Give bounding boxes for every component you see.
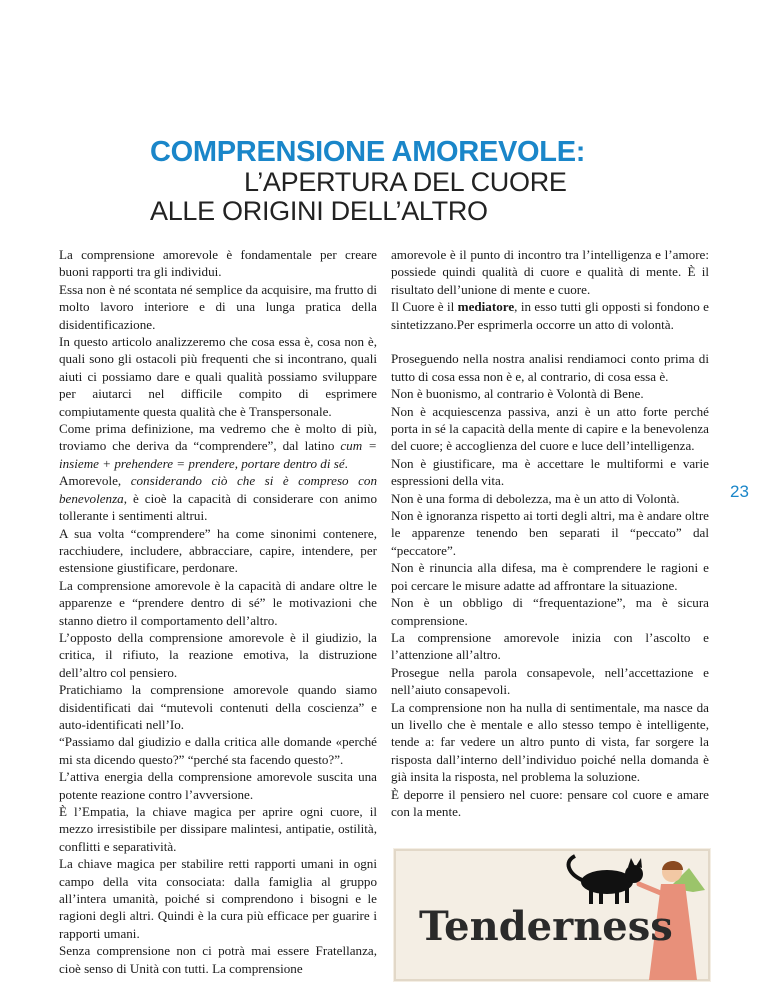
paragraph: Essa non è né scontata né semplice da acquisire, ma frutto di molto lavoro interiore e di una lunga pratica della disidentificazione.	[59, 281, 377, 332]
paragraph: La comprensione non ha nulla di sentimentale, ma nasce da un livello che è mentale e allo stesso tempo è intelligente, tende a: far vedere un altro punto di vista, far sorgere la risposta dall’interno dell’individuo poiché nella domanda è già insita la risposta, nel problema la soluzione.	[391, 699, 709, 785]
angel-hair	[662, 861, 683, 870]
paragraph: Non è rinuncia alla difesa, ma è comprendere le ragioni e poi cercare le misure adatte ad affrontare la situazione.	[391, 560, 709, 593]
paragraph: La chiave magica per stabilire retti rapporti umani in ogni campo della vita consociata: dalla famiglia al gruppo all’intera umanità, poiché si comprendono i bisogni e le ragioni degli altri. Quindi è la cura più efficace per guarire i rapporti umani.	[59, 856, 377, 941]
italic-phrase: considerando ciò che si è compreso con benevolenza	[59, 473, 378, 506]
paragraph: In questo articolo analizzeremo che cosa essa è, cosa non è, quali sono gli ostacoli più frequenti che si incontrano, quali aiuti ci possiamo dare e quali qualità possiamo sviluppare per aiutarci nel difficile compito di esprimere compiutamente questa qualità che è Transpersonale.	[59, 334, 377, 419]
text-run: , è cioè la capacità di considerare con animo tollerante i sentimenti altrui.	[59, 490, 377, 524]
paragraph-spacer	[391, 333, 709, 350]
paragraph: Non è un obbligo di “frequentazione”, ma è sicura comprensione.	[391, 595, 709, 628]
angel-arm	[639, 884, 663, 894]
paragraph: Non è acquiescenza passiva, anzi è un atto forte perché porta in sé la capacità della mente di capire e la benevolenza del cuore; è accoglienza del cuore e luce dell’intelligenza.	[391, 403, 709, 454]
cat-icon	[569, 856, 643, 904]
text-run: , in esso tutti gli opposti si fondono e sintetizzano.Per esprimerla occorre un atto di volontà.	[391, 299, 709, 332]
title-line-1: COMPRENSIONE AMOREVOLE:	[150, 136, 586, 168]
right-column	[391, 246, 709, 820]
paragraph: A sua volta “comprendere” ha come sinonimi contenere, racchiudere, includere, abbracciare, capire, intendere, per estensione giustificare, perdonare.	[59, 525, 377, 576]
tenderness-illustration	[393, 848, 711, 982]
paragraph: È l’Empatia, la chiave magica per aprire ogni cuore, il mezzo irresistibile per dissipare malintesi, antipatie, ostilità, conflitti e separatività.	[59, 804, 377, 854]
article-title	[150, 136, 670, 226]
paragraph: La comprensione amorevole è fondamentale per creare buoni rapporti tra gli individui.	[59, 247, 377, 280]
paragraph: La comprensione amorevole è la capacità di andare oltre le apparenze e “prendere dentro di sé” le motivazioni che stanno dietro il comportamento dell’altro.	[59, 577, 377, 628]
paragraph: Pratichiamo la comprensione amorevole quando siamo disidentificati dai “mutevoli contenuti della coscienza” e auto-identificati nell’Io.	[59, 682, 377, 732]
text-run: Il Cuore è il	[391, 299, 458, 315]
paragraph: Non è ignoranza rispetto ai torti degli altri, ma è andare oltre le apparenze tenendo ben separati il “peccato” dal “peccatore”.	[391, 508, 709, 558]
paragraph: L’opposto della comprensione amorevole è il giudizio, la critica, il rifiuto, la reazione emotiva, la distruzione dell’altro col pensiero.	[59, 629, 377, 680]
paragraph: Prosegue nella parola consapevole, nell’accettazione e nell’aiuto consapevoli.	[391, 664, 709, 698]
paragraph: L’attiva energia della comprensione amorevole suscita una potente reazione contro l’avversione.	[59, 769, 377, 802]
paragraph	[391, 298, 709, 333]
latin-etymology: cum = insieme + prehendere = prendere, portare dentro di sé	[59, 438, 377, 471]
text-run: .	[344, 455, 348, 471]
bold-term: mediatore	[457, 299, 515, 315]
paragraph: Senza comprensione non ci potrà mai essere Fratellanza, cioè senso di Unità con tutti. La comprensione	[59, 943, 377, 976]
paragraph: “Passiamo dal giudizio e dalla critica alle domande «perché mi sta dicendo questo?” “perché sta facendo questo?”.	[59, 734, 377, 767]
paragraph: Non è buonismo, al contrario è Volontà di Bene.	[391, 386, 644, 402]
title-line-2: L’APERTURA DEL CUORE	[244, 167, 567, 197]
left-column	[59, 246, 377, 977]
paragraph: Non è una forma di debolezza, ma è un atto di Volontà.	[391, 490, 680, 506]
tenderness-lettering: Tenderness	[419, 903, 673, 950]
paragraph: La comprensione amorevole inizia con l’ascolto e l’attenzione all’altro.	[391, 629, 709, 663]
text-run: Amorevole,	[59, 473, 131, 489]
paragraph	[59, 472, 377, 524]
paragraph: È deporre il pensiero nel cuore: pensare col cuore e amare con la mente.	[391, 786, 709, 819]
title-line-3: ALLE ORIGINI DELL’ALTRO	[150, 196, 488, 226]
illustration-canvas	[393, 848, 711, 982]
paragraph: Non è giustificare, ma è accettare le multiformi e varie espressioni della vita.	[391, 455, 709, 489]
paragraph: Proseguendo nella nostra analisi rendiamoci conto prima di tutto di cosa essa non è e, al contrario, di cosa essa è.	[391, 351, 709, 384]
paragraph: amorevole è il punto di incontro tra l’intelligenza e l’amore: possiede quindi qualità di cuore e qualità di mente. È il risultato dell’unione di mente e cuore.	[391, 247, 709, 297]
page-number: 23	[730, 482, 749, 501]
text-run: Come prima definizione, ma vedremo che è molto di più, troviamo che deriva da “comprendere”, dal latino	[59, 421, 377, 454]
paragraph	[59, 420, 377, 472]
